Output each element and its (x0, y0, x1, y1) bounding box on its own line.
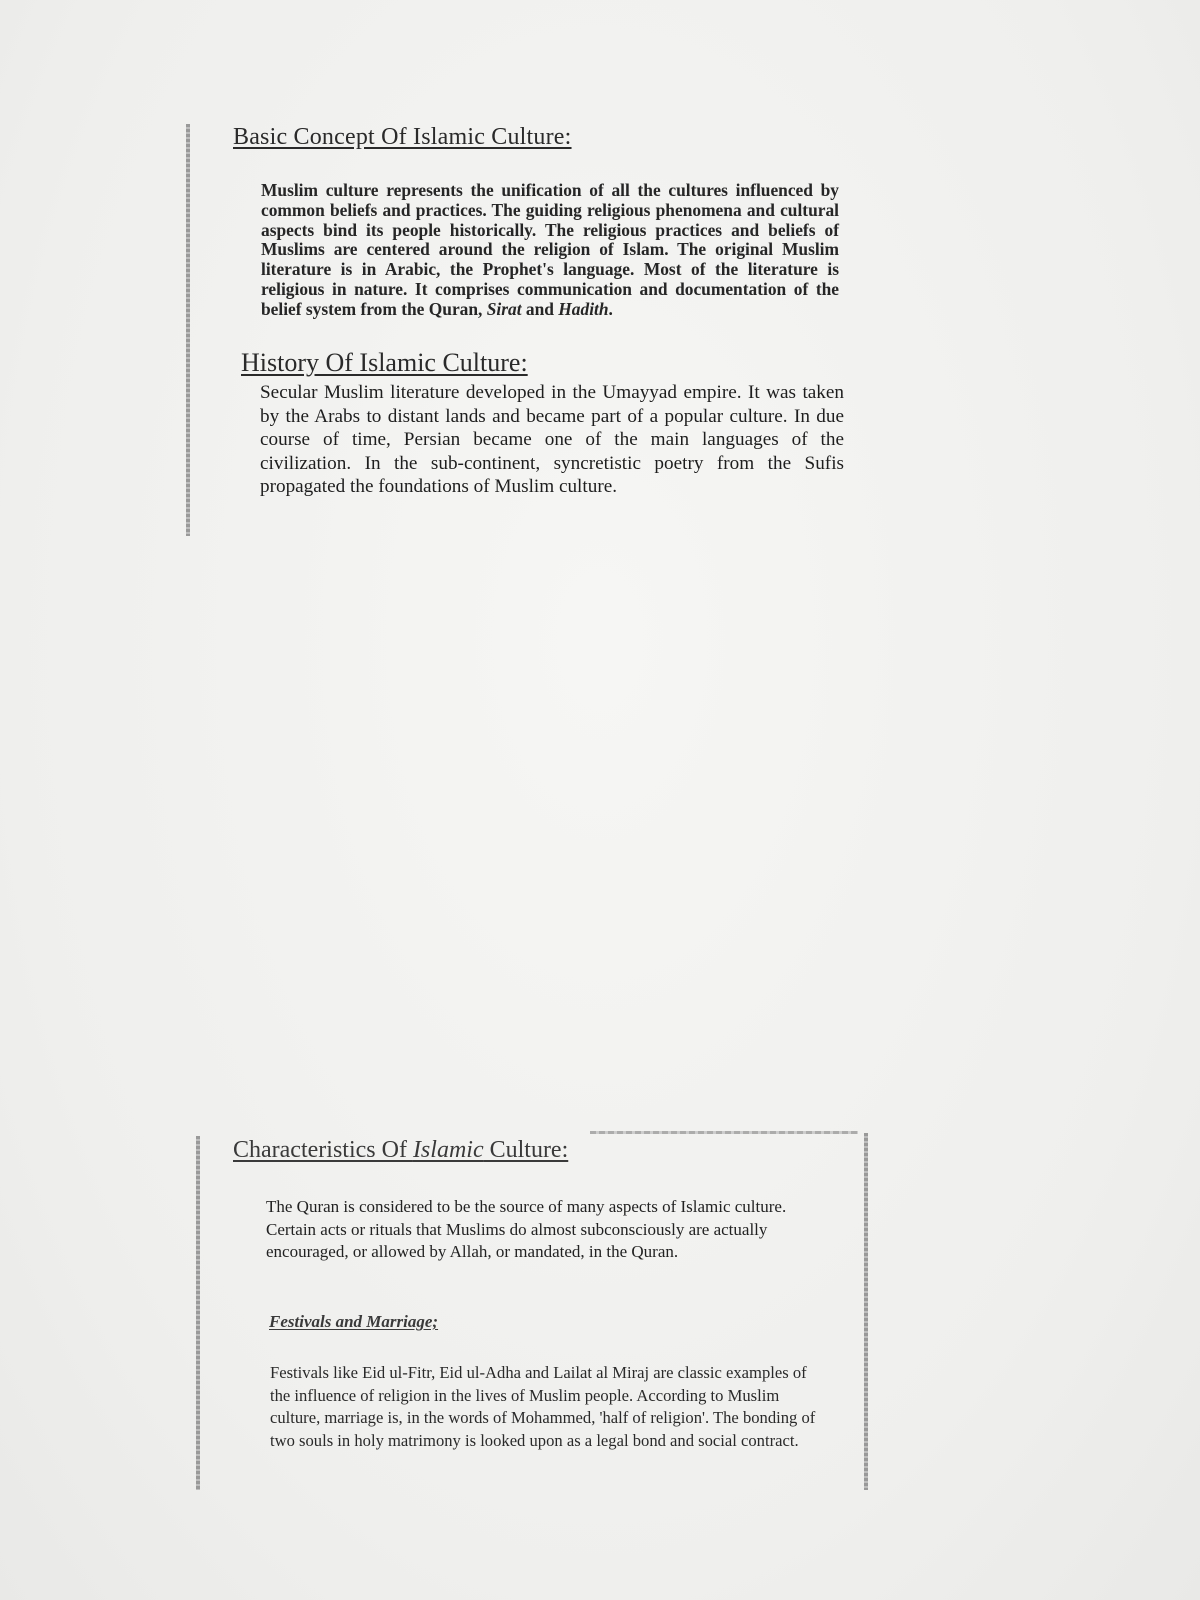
history-paragraph: Secular Muslim literature developed in the Umayyad empire. It was taken by the Arabs to distant lands and became part of a popular culture. In due course of time, Persian became one of the main languages of the civilization. In the sub-continent, syncretistic poetry from the Sufis propagated the foundations of Muslim culture. (260, 382, 844, 497)
left-margin-rule-top (186, 124, 190, 536)
box-right-rule (864, 1133, 868, 1490)
festivals-marriage-paragraph: Festivals like Eid ul-Fitr, Eid ul-Adha and Lailat al Miraj are classic examples of the influence of religion in the lives of Muslim people. According to Muslim culture, marriage is, in the words of Mohammed, 'half of religion'. The bonding of two souls in holy matrimony is looked upon as a legal bond and social contract. (270, 1363, 816, 1450)
hadith-term: Hadith (558, 298, 609, 319)
festivals-marriage-subheading: Festivals and Marriage; (269, 1312, 439, 1331)
basic-concept-heading: Basic Concept Of Islamic Culture: (233, 124, 572, 150)
characteristics-heading: Characteristics Of Islamic Culture: (233, 1137, 569, 1163)
box-left-rule (196, 1136, 200, 1490)
basic-concept-paragraph: Muslim culture represents the unification of all the cultures influenced by common beliefs and practices. The guiding religious phenomena and cultural aspects bind its people historically. The religious practices and beliefs of Muslims are centered around the religion of Islam. The original Muslim literature is in Arabic, the Prophet's language. Most of the literature is religious in nature. It comprises communication and documentation of the belief system from the Quran, Sirat and Hadith. (261, 180, 839, 319)
box-top-rule (590, 1131, 858, 1134)
islamic-italic-word: Islamic (412, 1137, 484, 1163)
sirat-term: Sirat (486, 298, 522, 319)
characteristics-paragraph: The Quran is considered to be the source of many aspects of Islamic culture. Certain acts or rituals that Muslims do almost subconsciously are actually encouraged, or allowed by Allah, or mandated, in the Quran. (266, 1197, 787, 1262)
history-heading: History Of Islamic Culture: (241, 348, 528, 377)
